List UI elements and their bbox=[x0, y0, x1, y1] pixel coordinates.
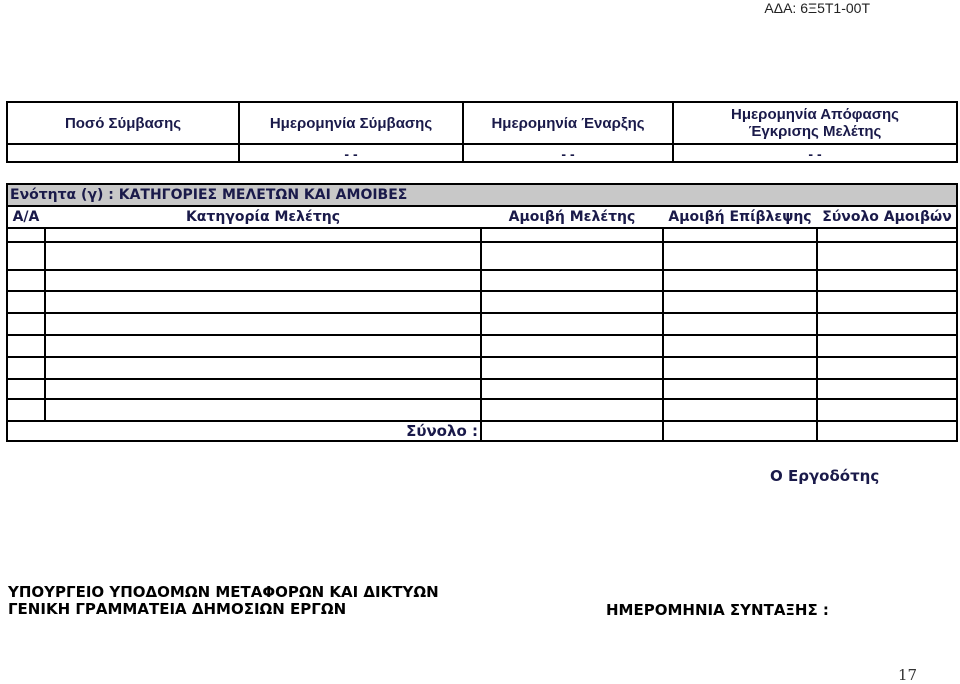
row-divider bbox=[8, 378, 956, 380]
row-divider bbox=[8, 334, 956, 336]
column-divider bbox=[462, 103, 464, 161]
employer-label: Ο Εργοδότης bbox=[770, 467, 880, 485]
section-title: Ενότητα (γ) : ΚΑΤΗΓΟΡΙΕΣ ΜΕΛΕΤΩΝ ΚΑΙ ΑΜΟΙΒΕΣ bbox=[6, 183, 958, 207]
row-divider bbox=[8, 241, 956, 243]
row-divider bbox=[8, 398, 956, 400]
contract-table-header bbox=[8, 103, 956, 143]
contract-amount-header: Ποσό Σύμβασης bbox=[64, 114, 182, 132]
contract-table-values bbox=[8, 143, 956, 163]
row-divider bbox=[8, 420, 956, 422]
ministry-block bbox=[8, 584, 439, 618]
approval-date-header: Ημερομηνία Απόφασης Έγκρισης Μελέτης bbox=[731, 106, 899, 140]
study-fee-header: Αμοιβή Μελέτης bbox=[508, 209, 636, 225]
contract-date-value: - - bbox=[344, 146, 358, 162]
supervision-fee-header: Αμοιβή Επίβλεψης bbox=[668, 209, 812, 225]
contract-info-table bbox=[6, 101, 958, 163]
fees-table-header bbox=[6, 207, 958, 229]
column-divider bbox=[480, 229, 482, 440]
aa-header: Α/Α bbox=[12, 209, 40, 225]
start-date-value: - - bbox=[561, 146, 575, 162]
contract-date-header: Ημερομηνία Σύμβασης bbox=[269, 114, 433, 132]
ministry-name: ΥΠΟΥΡΓΕΙΟ ΥΠΟΔΟΜΩΝ ΜΕΤΑΦΟΡΩΝ ΚΑΙ ΔΙΚΤΥΩΝ bbox=[8, 583, 439, 601]
secretariat-name: ΓΕΝΙΚΗ ΓΡΑΜΜΑΤΕΙΑ ΔΗΜΟΣΙΩΝ ΕΡΓΩΝ bbox=[8, 600, 347, 618]
page-number: 17 bbox=[898, 666, 918, 684]
drafting-date-label: ΗΜΕΡΟΜΗΝΙΑ ΣΥΝΤΑΞΗΣ : bbox=[606, 601, 829, 619]
column-divider bbox=[662, 229, 664, 440]
study-category-header: Κατηγορία Μελέτης bbox=[185, 209, 341, 225]
column-divider bbox=[816, 229, 818, 440]
approval-date-value: - - bbox=[808, 146, 822, 162]
total-label: Σύνολο : bbox=[406, 422, 478, 440]
column-divider bbox=[44, 229, 46, 420]
row-divider bbox=[8, 290, 956, 292]
ada-code: ΑΔΑ: 6Ξ5Τ1-00Τ bbox=[764, 0, 870, 16]
column-divider bbox=[672, 103, 674, 161]
row-divider bbox=[8, 269, 956, 271]
start-date-header: Ημερομηνία Έναρξης bbox=[491, 114, 645, 132]
total-fees-header: Σύνολο Αμοιβών bbox=[822, 209, 952, 225]
row-divider bbox=[8, 356, 956, 358]
row-divider bbox=[8, 312, 956, 314]
fees-table-body bbox=[6, 229, 958, 442]
column-divider bbox=[238, 103, 240, 161]
